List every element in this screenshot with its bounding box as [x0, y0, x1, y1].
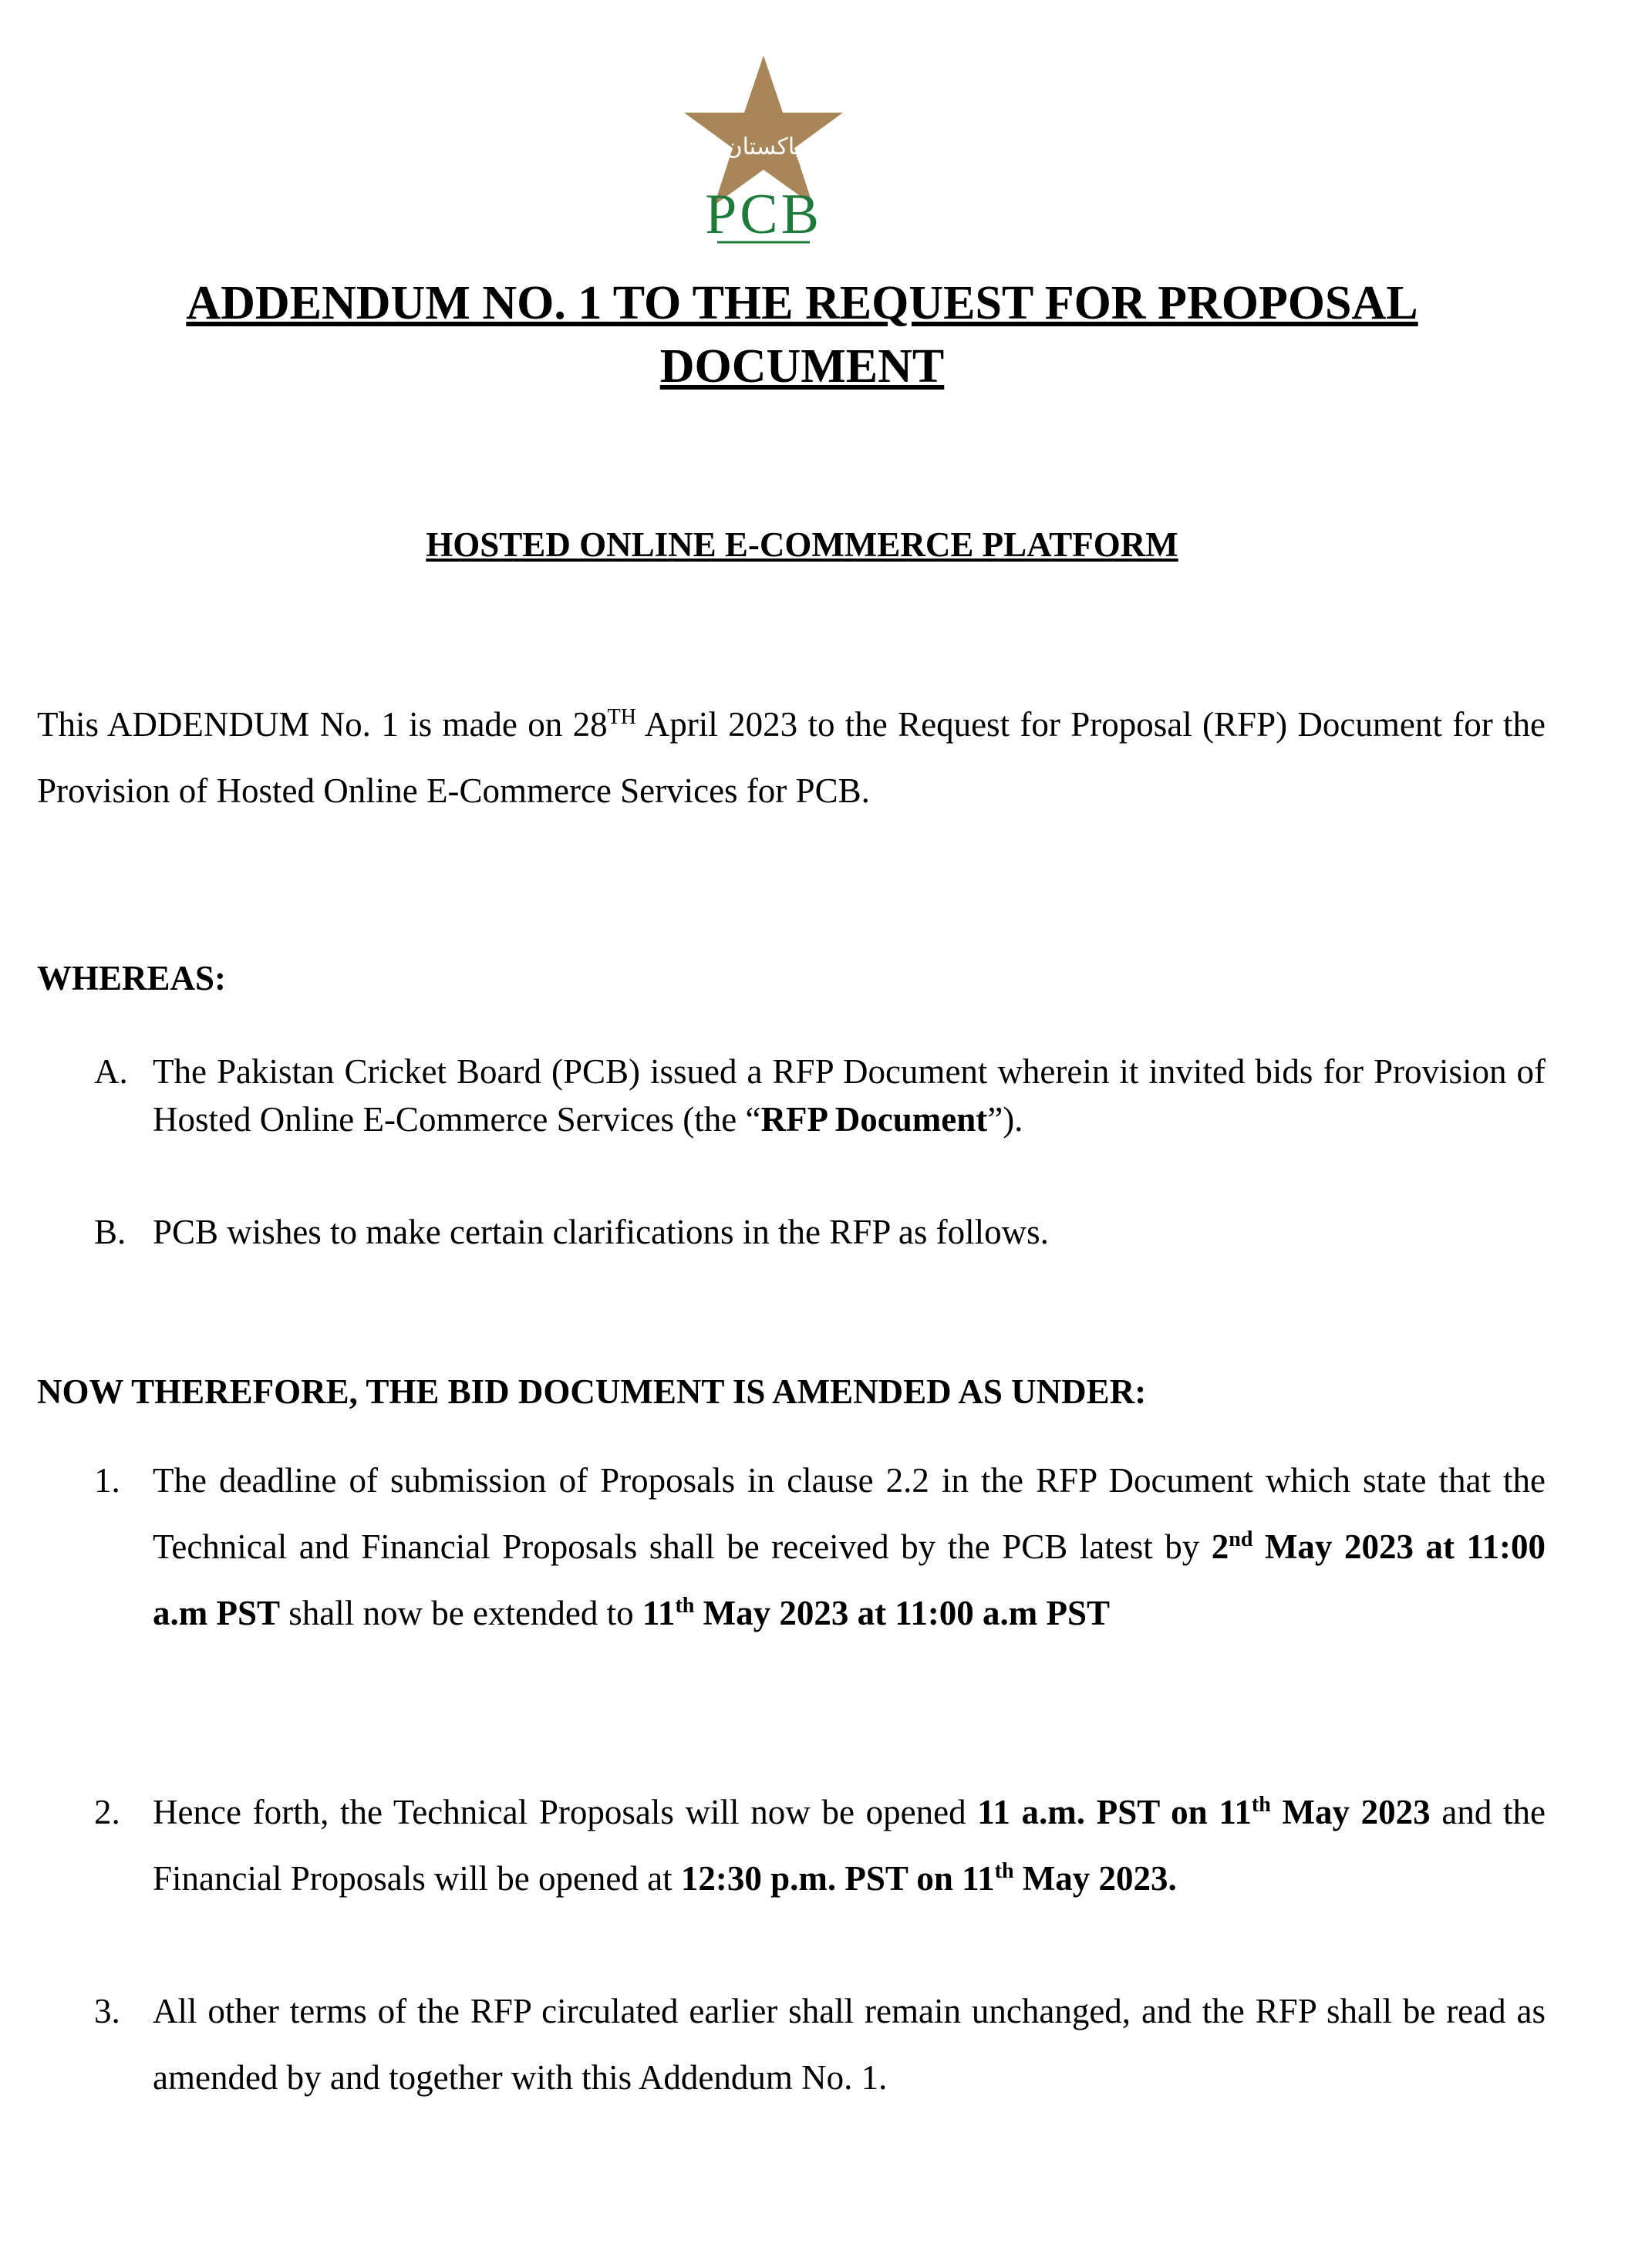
pcb-logo: [648, 46, 879, 247]
list-marker: 2.: [94, 1793, 120, 1831]
document-title: [77, 272, 1527, 398]
list-marker: 1.: [94, 1461, 120, 1500]
amend-item-1: [37, 1447, 1546, 1646]
document-subtitle: HOSTED ONLINE E-COMMERCE PLATFORM: [426, 525, 1178, 564]
list-item-text: The deadline of submission of Proposals in clause 2.2 in the RFP Document which state that the Technical and Financial Proposals shall be received by the PCB latest by 2nd May 2023 at 11:00 a.m PST shall now be extended to 11th May 2023 at 11:00 a.m PST: [153, 1461, 1546, 1632]
list-marker: A.: [94, 1052, 128, 1091]
amend-item-2: [37, 1779, 1546, 1912]
amend-heading: NOW THEREFORE, THE BID DOCUMENT IS AMENDED AS UNDER:: [37, 1372, 1147, 1411]
list-item-text: The Pakistan Cricket Board (PCB) issued a RFP Document wherein it invited bids for Provision of Hosted Online E-Commerce Services (the “RFP Document”).: [153, 1052, 1546, 1139]
whereas-item-b: [37, 1208, 1546, 1256]
logo-urdu-text: پاکستان: [725, 133, 802, 160]
list-item-text: Hence forth, the Technical Proposals will now be opened 11 a.m. PST on 11th May 2023 and the Financial Proposals will be opened at 12:30 p.m. PST on 11th May 2023.: [153, 1793, 1546, 1898]
list-marker: B.: [94, 1213, 126, 1251]
intro-paragraph: This ADDENDUM No. 1 is made on 28TH April 2023 to the Request for Proposal (RFP) Document for the Provision of Hosted Online E-Commerce Services for PCB.: [37, 705, 1546, 810]
whereas-item-a: [37, 1048, 1546, 1143]
amend-item-3: [37, 1978, 1546, 2111]
title-line-2: DOCUMENT: [659, 340, 945, 393]
list-item-text: All other terms of the RFP circulated earlier shall remain unchanged, and the RFP shall be read as amended by and together with this Addendum No. 1.: [153, 1992, 1546, 2097]
list-item-text: PCB wishes to make certain clarifications in the RFP as follows.: [153, 1213, 1049, 1251]
logo-pcb-text: PCB: [705, 183, 822, 246]
whereas-heading: WHEREAS:: [37, 959, 227, 997]
list-marker: 3.: [94, 1992, 120, 2030]
title-line-1: ADDENDUM NO. 1 TO THE REQUEST FOR PROPOSAL: [186, 277, 1418, 329]
